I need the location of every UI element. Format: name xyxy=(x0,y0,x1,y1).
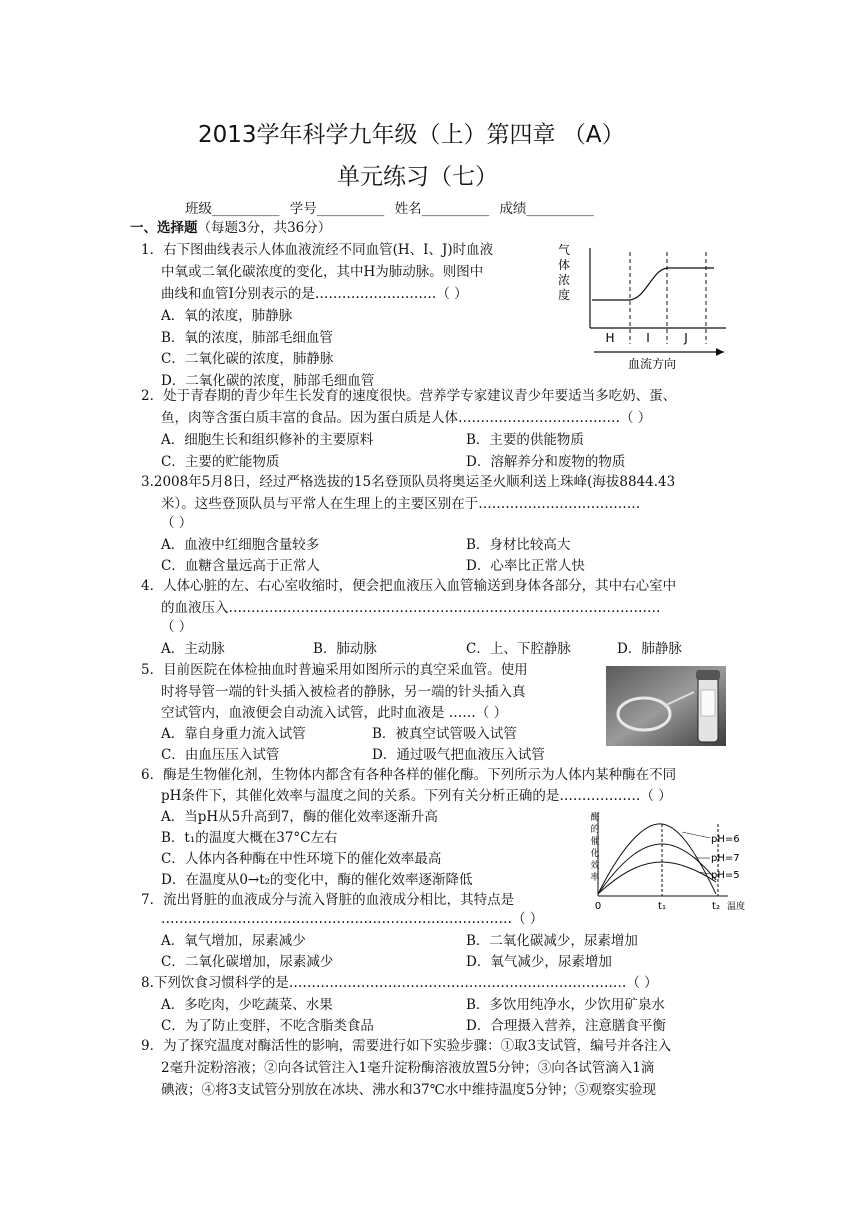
chart-ylabel: 率 xyxy=(590,873,600,883)
q8-option-d: D．合理摄入营养，注意膳食平衡 xyxy=(466,1018,666,1034)
section-heading xyxy=(130,219,331,237)
enzyme-chart xyxy=(586,808,750,918)
q2-line: 鱼，肉等含蛋白质丰富的食品。因为蛋白质是人体………………………………（ ） xyxy=(161,410,652,426)
q5-option-a: A．靠自身重力流入试管 xyxy=(161,726,306,742)
segment-h: H xyxy=(605,331,615,345)
tick-0: 0 xyxy=(594,901,602,912)
tube-label xyxy=(701,690,715,716)
q3-line: 3.2008年5月8日，经过严格选拔的15名登顶队员将奥运圣火顺利送上珠峰(海拔8844.43 xyxy=(141,474,676,490)
tick-t2: t₂ xyxy=(712,901,720,912)
q8-option-c: C．为了防止变胖，不吃含脂类食品 xyxy=(161,1018,374,1034)
label-ph6: pH=6 xyxy=(711,834,740,845)
chart-xlabel: 血流方向 xyxy=(627,357,677,371)
q6-line: 6．酶是生物催化剂，生物体内都含有各种各样的催化酶。下列所示为人体内某种酶在不同 xyxy=(141,767,677,783)
student-info: 班级__________ 学号__________ 姓名__________ 成绩__________ xyxy=(185,201,594,217)
q4-option-d: D．肺静脉 xyxy=(617,641,682,657)
segment-j: J xyxy=(684,331,688,345)
q5-option-b: B．被真空试管吸入试管 xyxy=(372,726,517,742)
chart-ylabel: 浓 xyxy=(557,273,571,287)
blood-gas-chart xyxy=(548,240,738,375)
q1-line: 1．右下图曲线表示人体血液流经不同血管(H、I、J)时血液 xyxy=(141,242,494,258)
flow-arrow-head xyxy=(716,348,724,356)
q5-option-c: C．由血压压入试管 xyxy=(161,747,280,763)
q6-option-b: B．t₁的温度大概在37°C左右 xyxy=(161,830,338,846)
q1-option-b: B．氧的浓度，肺部毛细血管 xyxy=(161,330,333,346)
q3-option-b: B．身材比较高大 xyxy=(466,537,571,553)
chart-ylabel: 气 xyxy=(557,243,571,257)
chart-ylabel: 催 xyxy=(590,837,600,847)
q7-line: ……………………………………………………………………（ ） xyxy=(161,911,544,927)
q6-option-d: D．在温度从0→t₂的变化中，酶的催化效率逐渐降低 xyxy=(161,872,473,888)
chart-ylabel: 效 xyxy=(590,861,600,871)
q5-line: 时将导管一端的针头插入被检者的静脉，另一端的针头插入真 xyxy=(161,684,526,700)
vacuum-tube-photo xyxy=(606,666,726,746)
q7-option-c: C．二氧化碳增加，尿素减少 xyxy=(161,954,334,970)
q6-line: pH条件下，其催化效率与温度之间的关系。下列有关分析正确的是………………（ ） xyxy=(161,788,672,804)
q3-line: （ ） xyxy=(161,515,193,531)
q6-option-c: C．人体内各种酶在中性环境下的催化效率最高 xyxy=(161,851,442,867)
q4-option-b: B．肺动脉 xyxy=(313,641,377,657)
chart-ylabel: 化 xyxy=(590,849,600,859)
q3-option-a: A．血液中红细胞含量较多 xyxy=(161,537,320,553)
chart-ylabel: 体 xyxy=(557,258,571,272)
chart-ylabel: 酶 xyxy=(590,813,600,823)
leader-ph5 xyxy=(698,872,710,874)
title-line-1: 2013学年科学九年级（上）第四章 （A） xyxy=(198,122,625,148)
q2-option-a: A．细胞生长和组织修补的主要原料 xyxy=(161,432,374,448)
q4-line: 4．人体心脏的左、右心室收缩时，便会把血液压入血管输送到身体各部分，其中右心室中 xyxy=(141,578,677,594)
curve-ph5 xyxy=(598,862,716,894)
q1-option-d: D．二氧化碳的浓度，肺部毛细血管 xyxy=(161,373,375,389)
q8-option-b: B．多饮用纯净水，少饮用矿泉水 xyxy=(466,997,665,1013)
q8-line: 8.下列饮食习惯科学的是…………………………………………………………………（ ） xyxy=(141,975,658,991)
chart-xlabel: 温度 xyxy=(726,902,746,912)
q9-line: 2毫升淀粉溶液；②向各试管注入1毫升淀粉酶溶液放置5分钟；③向各试管滴入1滴 xyxy=(161,1060,655,1076)
q7-option-d: D．氧气减少，尿素增加 xyxy=(466,954,612,970)
q3-option-c: C．血糖含量远高于正常人 xyxy=(161,558,320,574)
segment-i: I xyxy=(646,331,650,345)
section-title: 一、选择题 xyxy=(130,220,198,236)
label-ph7: pH=7 xyxy=(711,853,740,864)
tick-t1: t₁ xyxy=(658,901,666,912)
q1-option-c: C．二氧化碳的浓度，肺静脉 xyxy=(161,351,334,367)
q2-option-c: C．主要的贮能物质 xyxy=(161,454,280,470)
q1-line: 中氧或二氧化碳浓度的变化，其中H为肺动脉。则图中 xyxy=(161,264,484,280)
q2-line: 2．处于青春期的青少年生长发育的速度很快。营养学专家建议青少年要适当多吃奶、蛋、 xyxy=(141,388,677,404)
section-note: （每题3分，共36分） xyxy=(197,220,332,236)
q4-line: （ ） xyxy=(161,619,193,635)
label-ph5: pH=5 xyxy=(711,870,740,881)
curve-ph7 xyxy=(598,844,716,894)
title-line-2: 单元练习（七） xyxy=(337,164,498,190)
q2-option-b: B．主要的供能物质 xyxy=(466,432,584,448)
q4-option-a: A．主动脉 xyxy=(161,641,225,657)
q3-option-d: D．心率比正常人快 xyxy=(466,558,585,574)
q9-line: 9．为了探究温度对酶活性的影响，需要进行如下实验步骤：①取3支试管，编号并各注入 xyxy=(141,1038,672,1054)
q6-option-a: A．当pH从5升高到7，酶的催化效率逐渐升高 xyxy=(161,809,438,825)
q8-option-a: A．多吃肉，少吃蔬菜、水果 xyxy=(161,997,333,1013)
q5-option-d: D．通过吸气把血液压入试管 xyxy=(372,747,545,763)
curve-ph6 xyxy=(598,824,716,894)
q3-line: 米）。这些登顶队员与平常人在生理上的主要区别在于……………………………… xyxy=(161,496,641,512)
leader-ph6 xyxy=(682,832,710,838)
q7-option-b: B．二氧化碳减少，尿素增加 xyxy=(466,933,638,949)
q1-option-a: A．氧的浓度，肺静脉 xyxy=(161,308,293,324)
q5-line: 5．目前医院在体检抽血时普遍采用如图所示的真空采血管。使用 xyxy=(141,662,528,678)
q7-option-a: A．氧气增加，尿素减少 xyxy=(161,933,306,949)
q7-line: 7．流出肾脏的血液成分与流入肾脏的血液成分相比，其特点是 xyxy=(141,892,515,908)
q4-line: 的血液压入…………………………………………………………………………………… xyxy=(161,600,661,616)
q5-line: 空试管内，血液便会自动流入试管，此时血液是 ……（ ） xyxy=(161,705,508,721)
q1-line: 曲线和血管I分别表示的是………………………（ ） xyxy=(161,286,468,302)
tube-cap xyxy=(696,670,720,680)
q4-option-c: C．上、下腔静脉 xyxy=(466,641,571,657)
chart-ylabel: 的 xyxy=(590,825,600,835)
q2-option-d: D．溶解养分和废物的物质 xyxy=(466,454,626,470)
chart-ylabel: 度 xyxy=(557,288,571,302)
gas-curve xyxy=(592,268,714,300)
q9-line: 碘液；④将3支试管分别放在冰块、沸水和37℃水中维持温度5分钟；⑤观察实验现 xyxy=(161,1082,656,1098)
